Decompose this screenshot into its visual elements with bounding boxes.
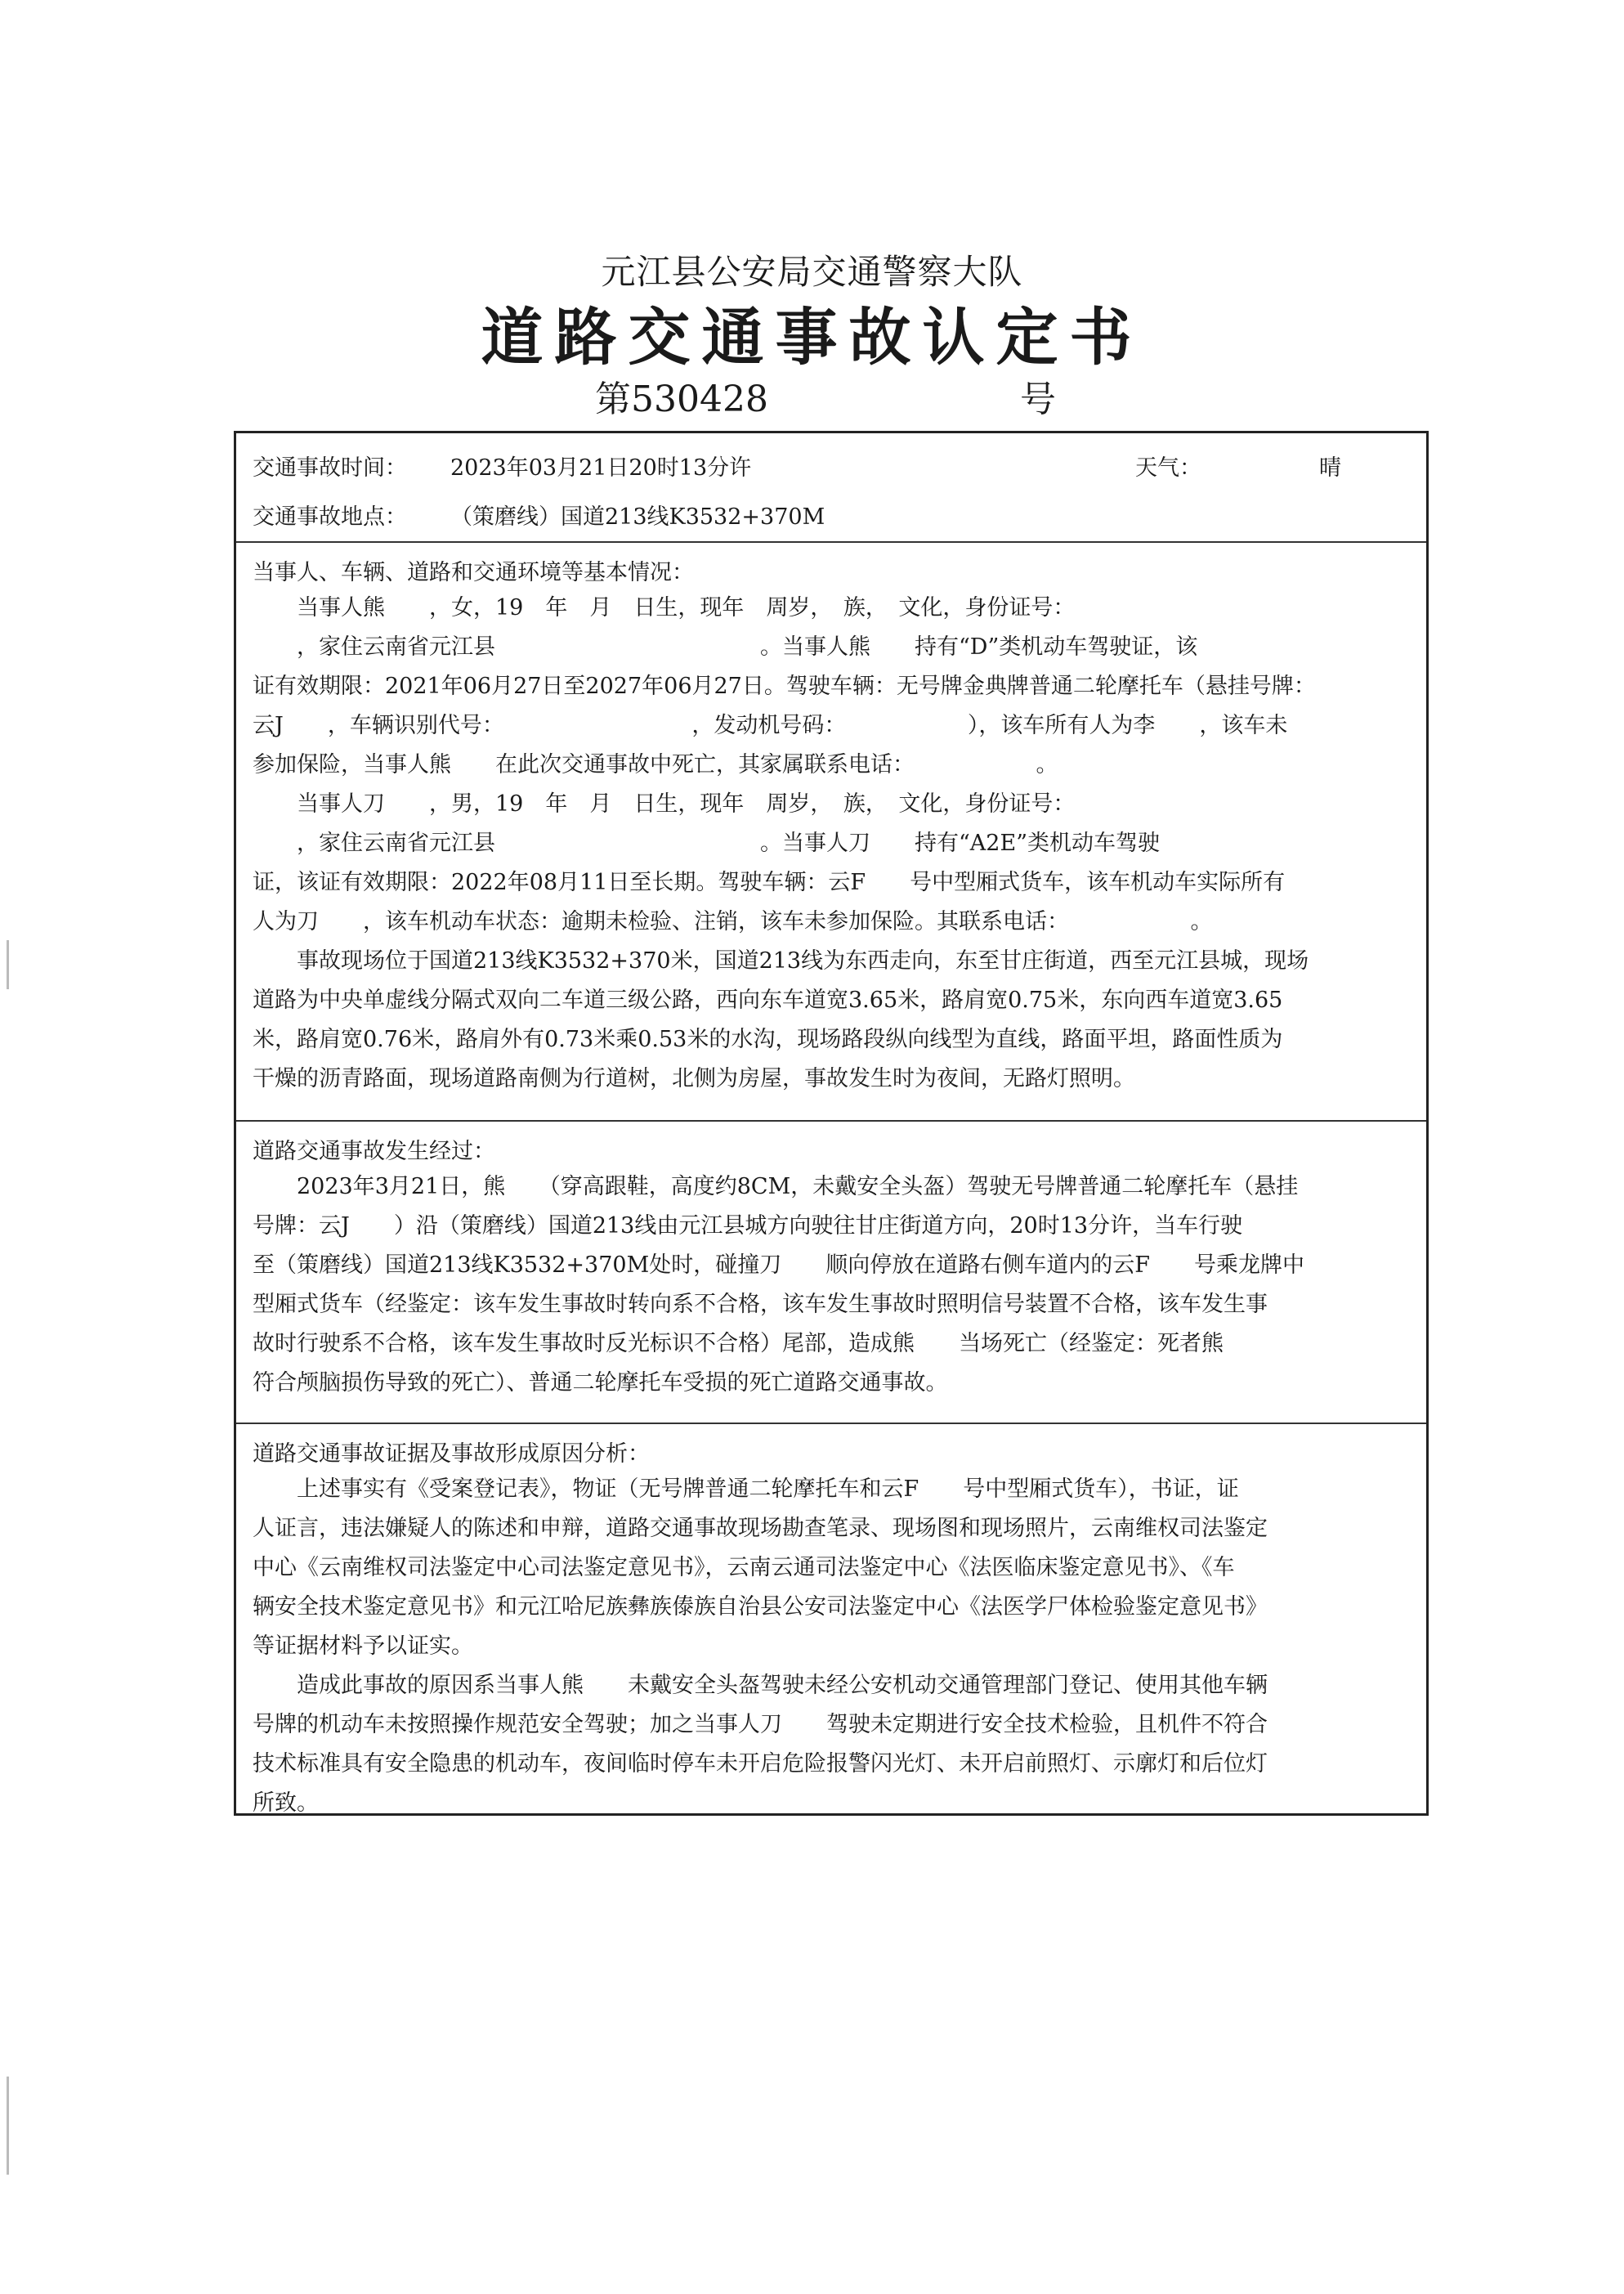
text-line: 米，路肩宽0.76米，路肩外有0.73米乘0.53米的水沟，现场路段纵向线型为直线，路面平坦，路面性质为: [253, 1027, 1283, 1052]
accident-process-heading: 道路交通事故发生经过：: [253, 1139, 495, 1164]
text-line: 证，该证有效期限：2022年08月11日至长期。驾驶车辆：云F 号中型厢式货车，该车机动车实际所有: [253, 870, 1286, 895]
text-line: 事故现场位于国道213线K3532+370米，国道213线为东西走向，东至甘庄街道，西至元江县城，现场: [253, 948, 1309, 974]
text-line: 上述事实有《受案登记表》，物证（无号牌普通二轮摩托车和云F 号中型厢式货车），书证，证: [253, 1476, 1239, 1502]
text-line: 符合颅脑损伤导致的死亡）、普通二轮摩托车受损的死亡道路交通事故。: [253, 1370, 948, 1396]
issuing-organization: 元江县公安局交通警察大队: [601, 252, 1023, 292]
text-line: 证有效期限：2021年06月27日至2027年06月27日。驾驶车辆：无号牌金典牌普通二轮摩托车（悬挂号牌：: [253, 674, 1316, 699]
accident-report-form: [234, 431, 1429, 1816]
basic-situation-body: [253, 589, 1411, 1099]
section-divider: [236, 1423, 1426, 1424]
text-line: 人证言，违法嫌疑人的陈述和申辩，道路交通事故现场勘查笔录、现场图和现场照片，云南维权司法鉴定: [253, 1516, 1268, 1541]
scan-edge-mark: [7, 2077, 9, 2175]
section-divider: [236, 541, 1426, 543]
section-divider: [236, 1120, 1426, 1122]
text-line: 干燥的沥青路面，现场道路南侧为行道树，北侧为房屋，事故发生时为夜间，无路灯照明。: [253, 1066, 1135, 1091]
text-line: 辆安全技术鉴定意见书》和元江哈尼族彝族傣族自治县公安司法鉴定中心《法医学尸体检验鉴定意见书》: [253, 1594, 1268, 1620]
document-title: 道路交通事故认定书: [481, 301, 1143, 374]
text-line: 型厢式货车（经鉴定：该车发生事故时转向系不合格，该车发生事故时照明信号装置不合格，该车发生事: [253, 1292, 1268, 1317]
text-line: 云J ，车辆识别代号： ，发动机号码： ），该车所有人为李 ，该车未: [253, 713, 1288, 738]
text-line: 造成此事故的原因系当事人熊 未戴安全头盔驾驶未经公安机动交通管理部门登记、使用其他车辆: [253, 1673, 1268, 1698]
text-line: 技术标准具有安全隐患的机动车，夜间临时停车未开启危险报警闪光灯、未开启前照灯、示廓灯和后位灯: [253, 1751, 1268, 1777]
accident-location-value: （策磨线）国道213线K3532+370M: [450, 504, 825, 530]
text-line: 所致。: [253, 1790, 319, 1816]
document-number: 第530428: [595, 379, 768, 420]
scan-edge-mark: [7, 940, 9, 989]
document-number-suffix: 号: [1020, 379, 1056, 420]
accident-process-body: [253, 1167, 1411, 1403]
text-line: 至（策磨线）国道213线K3532+370M处时，碰撞刀 顺向停放在道路右侧车道内的云F 号乘龙牌中: [253, 1252, 1304, 1278]
evidence-analysis-heading: 道路交通事故证据及事故形成原因分析：: [253, 1441, 650, 1467]
text-line: 道路为中央单虚线分隔式双向二车道三级公路，西向东车道宽3.65米，路肩宽0.75米，东向西车道宽3.65: [253, 988, 1283, 1013]
text-line: ，家住云南省元江县 。当事人刀 持有“A2E”类机动车驾驶: [253, 831, 1160, 856]
accident-time-value: 2023年03月21日20时13分许: [450, 455, 752, 481]
text-line: 等证据材料予以证实。: [253, 1633, 473, 1659]
text-line: 号牌：云J ）沿（策磨线）国道213线由元江县城方向驶往甘庄街道方向，20时13分许，当车行驶: [253, 1213, 1243, 1239]
text-line: 故时行驶系不合格，该车发生事故时反光标识不合格）尾部，造成熊 当场死亡（经鉴定：死者熊: [253, 1331, 1224, 1356]
text-line: 人为刀 ，该车机动车状态：逾期未检验、注销，该车未参加保险。其联系电话： 。: [253, 909, 1213, 934]
text-line: 中心《云南维权司法鉴定中心司法鉴定意见书》，云南云通司法鉴定中心《法医临床鉴定意见书》、《车: [253, 1555, 1235, 1580]
text-line: 参加保险，当事人熊 在此次交通事故中死亡，其家属联系电话： 。: [253, 752, 1058, 777]
weather-label: 天气：: [1135, 455, 1201, 481]
text-line: 2023年3月21日，熊 （穿高跟鞋，高度约8CM，未戴安全头盔）驾驶无号牌普通二轮摩托车（悬挂: [253, 1174, 1299, 1199]
basic-situation-heading: 当事人、车辆、道路和交通环境等基本情况：: [253, 560, 694, 585]
text-line: 当事人刀 ，男，19 年 月 日生，现年 周岁， 族， 文化，身份证号：: [253, 791, 1076, 817]
text-line: 号牌的机动车未按照操作规范安全驾驶；加之当事人刀 驾驶未定期进行安全技术检验，且机件不符合: [253, 1712, 1268, 1737]
accident-time-label: 交通事故时间：: [253, 455, 407, 481]
weather-value: 晴: [1319, 455, 1341, 481]
accident-location-label: 交通事故地点：: [253, 504, 407, 530]
text-line: ，家住云南省元江县 。当事人熊 持有“D”类机动车驾驶证，该: [253, 634, 1198, 660]
evidence-analysis-body: [253, 1470, 1411, 1823]
text-line: 当事人熊 ，女，19 年 月 日生，现年 周岁， 族， 文化，身份证号：: [253, 595, 1076, 621]
